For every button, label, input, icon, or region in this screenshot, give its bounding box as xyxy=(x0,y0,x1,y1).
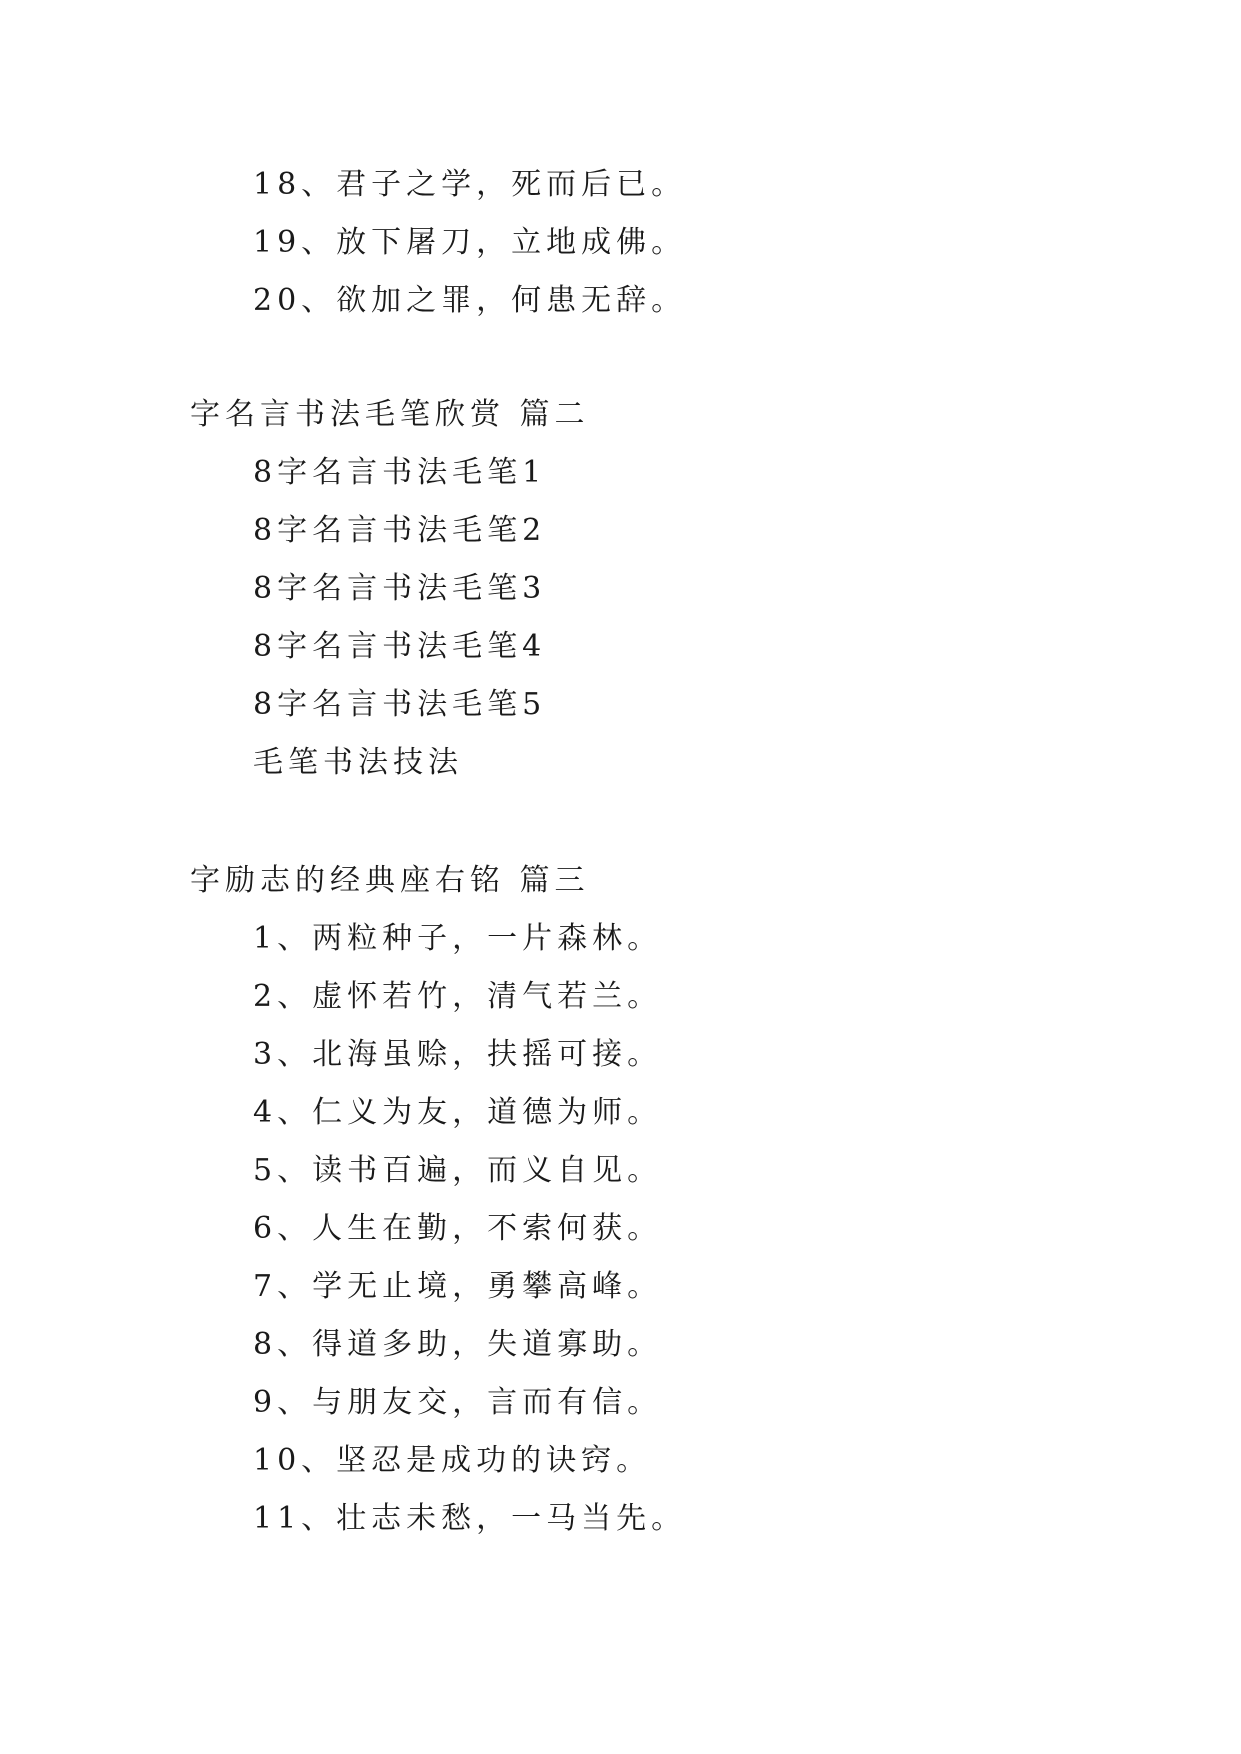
list-item: 10、坚忍是成功的诀窍。 xyxy=(253,1443,652,1478)
list-item: 18、君子之学，死而后已。 xyxy=(253,167,687,202)
list-item: 8字名言书法毛笔2 xyxy=(253,513,547,548)
list-item: 1、两粒种子，一片森林。 xyxy=(253,921,663,956)
list-item: 20、欲加之罪，何患无辞。 xyxy=(253,283,687,318)
list-item: 7、学无止境，勇攀高峰。 xyxy=(253,1269,663,1304)
list-item: 毛笔书法技法 xyxy=(253,745,463,780)
list-item: 5、读书百遍，而义自见。 xyxy=(253,1153,663,1188)
section-mottos xyxy=(0,852,1241,1548)
section-calligraphy xyxy=(0,386,1241,792)
quote-list-continued xyxy=(0,156,1241,330)
list-item: 3、北海虽赊，扶摇可接。 xyxy=(253,1037,663,1072)
list-item: 9、与朋友交，言而有信。 xyxy=(253,1385,663,1420)
list-item: 8、得道多助，失道寡助。 xyxy=(253,1327,663,1362)
list-item: 6、人生在勤，不索何获。 xyxy=(253,1211,663,1246)
list-item: 19、放下屠刀，立地成佛。 xyxy=(253,225,687,260)
list-item: 2、虚怀若竹，清气若兰。 xyxy=(253,979,663,1014)
section-heading: 字名言书法毛笔欣赏 篇二 xyxy=(190,397,590,432)
section-heading: 字励志的经典座右铭 篇三 xyxy=(190,863,590,898)
list-item: 4、仁义为友，道德为师。 xyxy=(253,1095,663,1130)
list-item: 11、壮志未愁，一马当先。 xyxy=(253,1501,687,1536)
list-item: 8字名言书法毛笔1 xyxy=(253,455,547,490)
list-item: 8字名言书法毛笔5 xyxy=(253,687,547,722)
list-item: 8字名言书法毛笔4 xyxy=(253,629,547,664)
list-item: 8字名言书法毛笔3 xyxy=(253,571,547,606)
